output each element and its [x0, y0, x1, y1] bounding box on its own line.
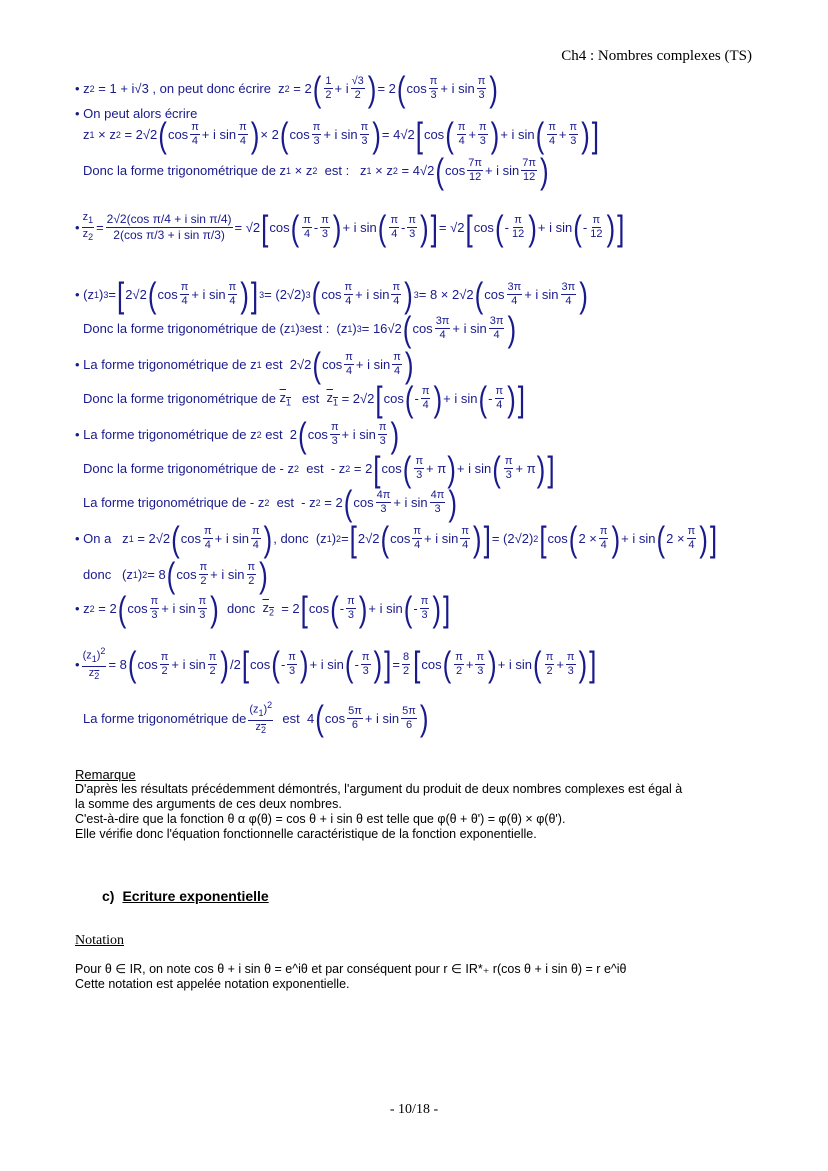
- notation-block: [75, 962, 627, 992]
- line-z2-trig: • La forme trigonométrique de z 2 est 2 ( cos $\frac{\pi}{3}$ + i sin $\frac{\pi}{3}$ ): [75, 414, 400, 455]
- remarque-title: Remarque: [75, 767, 136, 782]
- line-z1-form: • La forme trigonométrique de z 1 est 2√2 ( cos $\frac{\pi}{4}$ + i sin $\frac{\pi}{4}$ ): [75, 344, 414, 385]
- remarque-line-4: Elle vérifie donc l'équation fonctionnelle caractéristique de la fonction exponentielle.: [75, 827, 537, 841]
- line-cube: • (z 1 ) 3 = [ 2√2 ( cos $\frac{\pi}{4}$ + i sin $\frac{\pi}{4}$ ) ] 3 = (2√2) 3 ( cos $\frac{\pi}{4}$ + i sin $\frac{\pi}{4}$ ) 3 = 8 × 2√2 ( cos $\frac{3\pi}{4}$ + i sin $\frac{3\pi}{4}$ ): [75, 274, 588, 315]
- line-z2-form: • z 2 = 1 + i√3 , on peut donc écrire z 2 = 2 ( $\frac{1}{2}$ + i $\frac{√3}{2}$ ) = 2 ( cos $\frac{\pi}{3}$ + i sin $\frac{\pi}{3}$ ): [75, 68, 498, 109]
- line-z2-conj: • z 2 = 2 ( cos $\frac{\pi}{3}$ + i sin $\frac{\pi}{3}$ ) donc $z_2$ = 2 [ cos ( - $\frac{\pi}{3}$ ) + i sin ( - $\frac{\pi}{3}$ ) ]: [75, 588, 451, 629]
- line-minus-z2: Donc la forme trigonométrique de - z 2 est - z 2 = 2 [ cos ( $\frac{\pi}{3}$ + π ) + i sin ( $\frac{\pi}{3}$ + π ) ]: [83, 448, 555, 489]
- line-product-result: Donc la forme trigonométrique de z 1 × z 2 est : z 1 × z 2 = 4√2 ( cos $\frac{7\pi}{12}$ + i sin $\frac{7\pi}{12}$ ): [83, 150, 549, 191]
- remarque-line-3: C'est-à-dire que la fonction θ α φ(θ) = cos θ + i sin θ est telle que φ(θ + θ') = φ(θ) × φ(θ').: [75, 812, 566, 826]
- notation-paragraph-1: Pour θ ∈ IR, on note cos θ + i sin θ = e^iθ et par conséquent pour r ∈ IR*₊ r(cos θ + i sin θ) = r e^iθ: [75, 962, 627, 976]
- line-minus-z2-result: La forme trigonométrique de - z 2 est - z 2 = 2 ( cos $\frac{4\pi}{3}$ + i sin $\frac{4\pi}{3}$ ): [83, 482, 458, 523]
- section-heading: [102, 888, 269, 904]
- remarque-block: [75, 767, 682, 842]
- line-square: • On a z 1 = 2√2 ( cos $\frac{\pi}{4}$ + i sin $\frac{\pi}{4}$ ) , donc (z 1 ) 2 = [ 2√2 ( cos $\frac{\pi}{4}$ + i sin $\frac{\pi}{4}$ ) ] = (2√2) 2 [ cos ( 2 × $\frac{\pi}{4}$ ) + i sin ( 2 × $\frac{\pi}{4}$ ) ]: [75, 518, 718, 559]
- line-quotient: • $\frac{z_1}{z_2}$ = $\frac{\text{2√2(cos π/4 + i sin π/4)}}{\text{2(cos π/3 + i sin π/3)}}$ = √2 [ cos ( $\frac{\pi}{4}$ - $\frac{\pi}{3}$ ) + i sin ( $\frac{\pi}{4}$ - $\frac{\pi}{3}$ ) ] = √2 [ cos ( - $\frac{\pi}{12}$ ) + i sin ( - $\frac{\pi}{12}$ ) ]: [75, 207, 625, 248]
- line-square-result: donc (z 1 ) 2 = 8 ( cos $\frac{\pi}{2}$ + i sin $\frac{\pi}{2}$ ): [83, 554, 268, 595]
- line-on-peut: • On peut alors écrire: [75, 106, 198, 121]
- line-z1-conj: Donc la forme trigonométrique de $z_1$ est $z_1$ = 2√2 [ cos ( - $\frac{\pi}{4}$ ) + i sin ( - $\frac{\pi}{4}$ ) ]: [83, 378, 525, 419]
- line-cube-result: Donc la forme trigonométrique de (z 1 ) 3 est : (z 1 ) 3 = 16√2 ( cos $\frac{3\pi}{4}$ + i sin $\frac{3\pi}{4}$ ): [83, 308, 517, 349]
- notation-title: Notation: [75, 933, 124, 948]
- notation-paragraph-2: Cette notation est appelée notation exponentielle.: [75, 977, 350, 991]
- line-ratio: • $\frac{(z_1)^2}{z_2}$ = 8 ( cos $\frac{\pi}{2}$ + i sin $\frac{\pi}{2}$ ) /2 [ cos ( - $\frac{\pi}{3}$ ) + i sin ( - $\frac{\pi}{3}$ ) ] = $\frac{8}{2}$ [ cos ( $\frac{\pi}{2}$ + $\frac{\pi}{3}$ ) + i sin ( $\frac{\pi}{2}$ + $\frac{\pi}{3}$ ) ]: [75, 643, 597, 685]
- remarque-line-1: D'après les résultats précédemment démontrés, l'argument du produit de deux nombres complexes est égal à: [75, 782, 683, 796]
- section-title: Ecriture exponentielle: [122, 888, 269, 904]
- line-ratio-result: La forme trigonométrique de $\frac{(z_1)^2}{z_2}$ est 4 ( cos $\frac{5\pi}{6}$ + i sin $\frac{5\pi}{6}$ ): [83, 697, 429, 739]
- line-product: z 1 × z 2 = 2√2 ( cos $\frac{\pi}{4}$ + i sin $\frac{\pi}{4}$ ) × 2 ( cos $\frac{\pi}{3}$ + i sin $\frac{\pi}{3}$ ) = 4√2 [ cos ( $\frac{\pi}{4}$ + $\frac{\pi}{3}$ ) + i sin ( $\frac{\pi}{4}$ + $\frac{\pi}{3}$ ) ]: [83, 114, 599, 155]
- section-label: c): [102, 888, 115, 904]
- page-header: Ch4 : Nombres complexes (TS): [561, 48, 752, 64]
- remarque-line-2: la somme des arguments de ces deux nombres.: [75, 797, 342, 811]
- page-number: - 10/18 -: [389, 1102, 439, 1117]
